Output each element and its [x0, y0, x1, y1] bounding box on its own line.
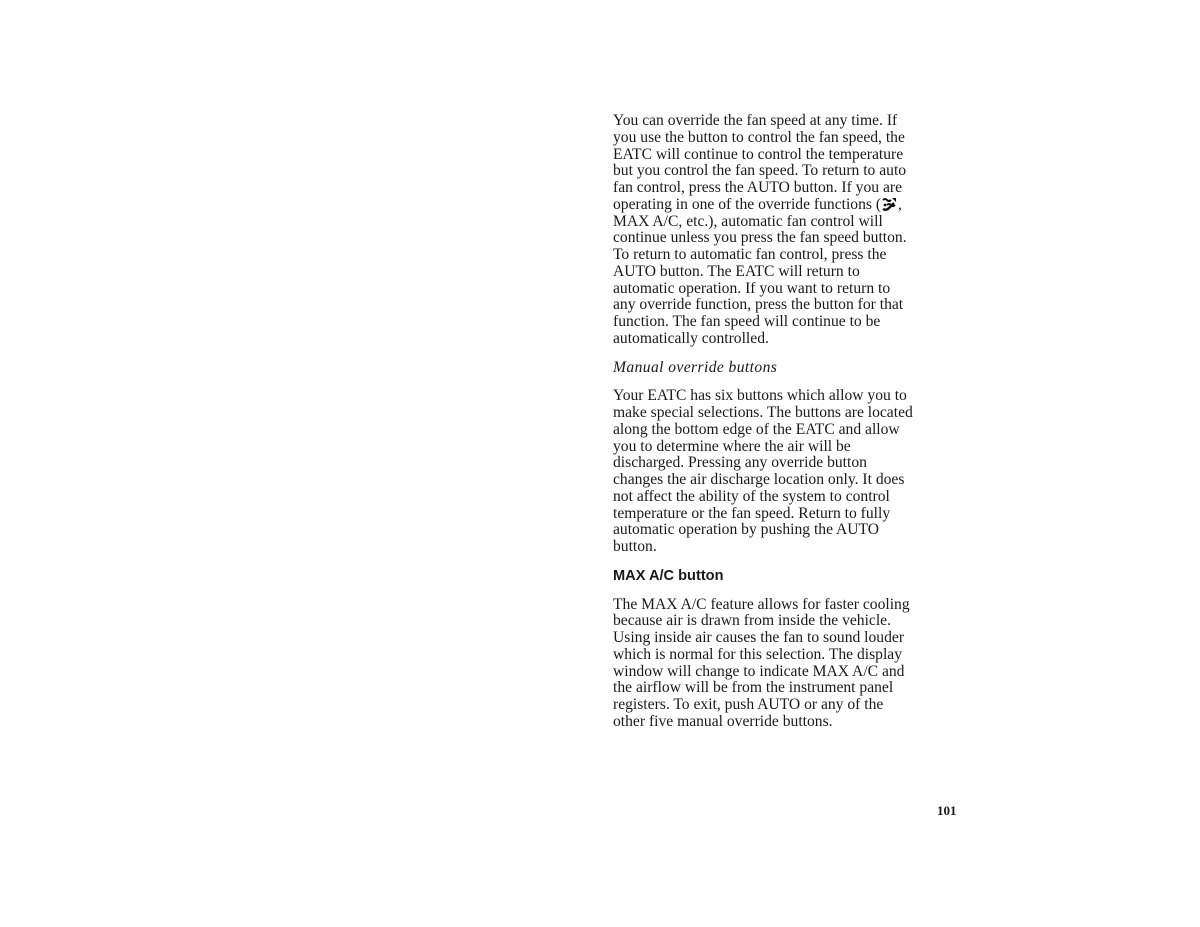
text-line: other five manual override buttons.	[613, 712, 833, 730]
text-line: You can override the fan speed at any time. If	[613, 112, 898, 129]
text-line: continue unless you press the fan speed button.	[613, 229, 907, 247]
text-line: The MAX A/C feature allows for faster cooling	[613, 595, 910, 613]
text-line: button.	[613, 538, 657, 555]
text-line: automatically controlled.	[613, 329, 769, 347]
defrost-floor-airflow-icon	[881, 197, 898, 212]
text-segment: operating in one of the override functions (	[613, 195, 882, 213]
text-line: registers. To exit, push AUTO or any of the	[613, 696, 884, 713]
paragraph-fan-override	[613, 113, 958, 348]
text-line: any override function, press the button for that	[613, 296, 904, 314]
text-line: fan control, press the AUTO button. If you are	[613, 179, 902, 196]
text-line: automatic operation by pushing the AUTO	[613, 521, 880, 539]
text-line: discharged. Pressing any override button	[613, 454, 867, 472]
text-segment: ,	[898, 195, 902, 213]
text-line: which is normal for this selection. The display	[613, 645, 903, 663]
text-line: automatic operation. If you want to return to	[613, 279, 891, 297]
text-line: AUTO button. The EATC will return to	[613, 262, 860, 280]
text-column	[613, 113, 958, 743]
text-line: MAX A/C, etc.), automatic fan control will	[613, 212, 883, 230]
text-line: temperature or the fan speed. Return to fully	[613, 504, 891, 522]
text-line: EATC will continue to control the temperature	[613, 145, 904, 163]
text-line: because air is drawn from inside the vehicle.	[613, 612, 891, 630]
text-line: not affect the ability of the system to control	[613, 487, 890, 505]
text-line: changes the air discharge location only. It does	[613, 471, 905, 488]
paragraph-manual-override	[613, 388, 958, 556]
text-line: the airflow will be from the instrument panel	[613, 679, 894, 697]
text-line: function. The fan speed will continue to be	[613, 313, 881, 330]
text-line-with-icon	[613, 197, 958, 214]
text-line: To return to automatic fan control, press the	[613, 246, 887, 263]
text-line: you use the button to control the fan speed, the	[613, 128, 905, 146]
text-line: make special selections. The buttons are located	[613, 404, 913, 421]
paragraph-max-ac	[613, 597, 958, 731]
text-line: but you control the fan speed. To return to auto	[613, 162, 907, 180]
text-line: window will change to indicate MAX A/C and	[613, 662, 905, 680]
text-line: you to determine where the air will be	[613, 437, 851, 455]
text-line: along the bottom edge of the EATC and allow	[613, 420, 900, 438]
page-number: 101	[937, 803, 957, 818]
section-heading-manual-override: Manual override buttons	[613, 358, 778, 376]
text-line: Using inside air causes the fan to sound louder	[613, 629, 905, 646]
section-heading-max-ac: MAX A/C button	[613, 567, 724, 584]
text-line: Your EATC has six buttons which allow you to	[613, 387, 907, 405]
